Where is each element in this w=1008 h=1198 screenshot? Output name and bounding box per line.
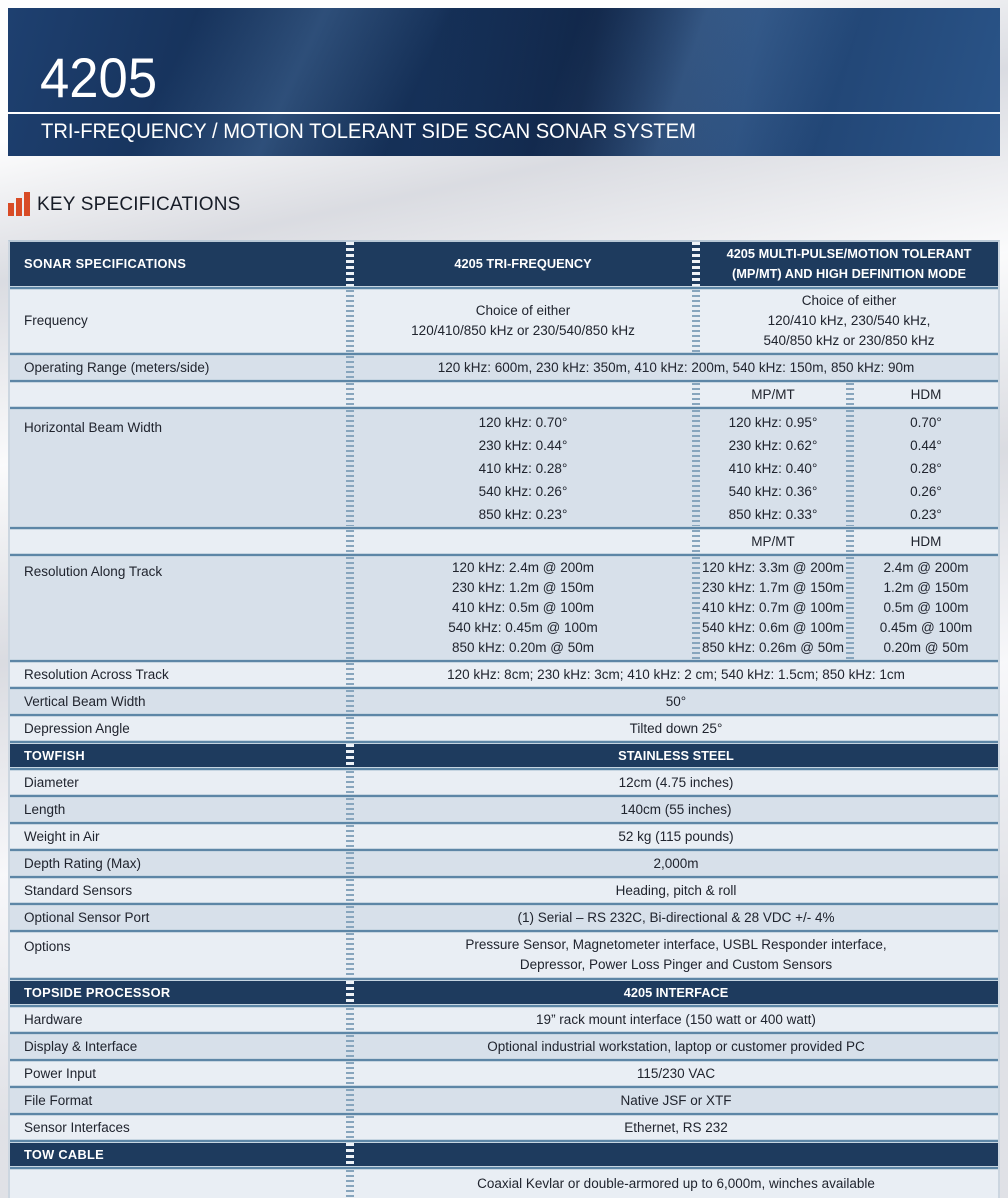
row-label: Operating Range (meters/side)	[24, 359, 210, 375]
res-along-hdm-values: 2.4m @ 200m 1.2m @ 150m 0.5m @ 100m 0.45m @ 100m 0.20m @ 50m	[879, 560, 973, 655]
row-label: Sensor Interfaces	[24, 1119, 130, 1135]
row-value: 50°	[665, 693, 687, 709]
product-model-title: 4205	[40, 46, 158, 109]
row-label: Weight in Air	[24, 828, 100, 844]
row-vertical-beam-width	[10, 690, 998, 713]
column-separator	[346, 825, 354, 848]
column-separator	[692, 290, 700, 352]
row-value: 115/230 VAC	[636, 1065, 716, 1081]
row-options	[10, 933, 998, 977]
row-power-input	[10, 1062, 998, 1085]
beam-width-mpmt-values: 120 kHz: 0.95° 230 kHz: 0.62° 410 kHz: 0.40° 540 kHz: 0.36° 850 kHz: 0.33°	[728, 414, 818, 522]
row-depth-rating	[10, 852, 998, 875]
row-display-interface	[10, 1035, 998, 1058]
row-length	[10, 798, 998, 821]
row-label: Optional Sensor Port	[24, 909, 150, 925]
column-separator	[692, 530, 700, 553]
row-value: Native JSF or XTF	[620, 1092, 732, 1108]
row-label: Display & Interface	[24, 1038, 138, 1054]
column-separator	[346, 1035, 354, 1058]
row-value: Pressure Sensor, Magnetometer interface, USBL Responder interface, Depressor, Power Loss Pinger and Custom Sensors	[465, 937, 887, 972]
row-label: Power Input	[24, 1065, 97, 1081]
row-operating-range	[10, 356, 998, 379]
row-hardware	[10, 1008, 998, 1031]
row-resolution-along-track	[10, 557, 998, 659]
row-value: 120 kHz: 600m, 230 kHz: 350m, 410 kHz: 200m, 540 kHz: 150m, 850 kHz: 90m	[437, 359, 915, 375]
column-separator	[346, 798, 354, 821]
column-separator	[346, 1089, 354, 1112]
hero-banner	[8, 8, 1000, 156]
header-sonar-specifications: SONAR SPECIFICATIONS	[24, 256, 187, 271]
column-separator	[346, 744, 354, 767]
row-label: Resolution Along Track	[24, 564, 163, 579]
column-separator	[346, 557, 354, 659]
row-value: 19” rack mount interface (150 watt or 400 watt)	[536, 1011, 816, 1027]
section-header-topside-processor	[10, 981, 998, 1004]
section-header-towfish	[10, 744, 998, 767]
column-separator	[346, 383, 354, 406]
header-multi-pulse: 4205 MULTI-PULSE/MOTION TOLERANT (MP/MT) AND HIGH DEFINITION MODE	[726, 246, 972, 281]
row-label: Hardware	[24, 1011, 83, 1027]
subheader-hdm: HDM	[910, 386, 942, 402]
column-separator	[346, 690, 354, 713]
column-separator	[346, 1170, 354, 1198]
row-value: 52 kg (115 pounds)	[618, 828, 734, 844]
column-separator	[346, 1008, 354, 1031]
column-separator	[346, 717, 354, 740]
column-separator	[846, 383, 854, 406]
bar-chart-icon	[8, 192, 32, 216]
subheader-hdm: HDM	[910, 533, 942, 549]
column-separator	[346, 410, 354, 526]
row-label: Options	[24, 939, 71, 954]
section-value	[354, 1143, 998, 1166]
row-resolution-across-track	[10, 663, 998, 686]
beam-width-tri-values: 120 kHz: 0.70° 230 kHz: 0.44° 410 kHz: 0.28° 540 kHz: 0.26° 850 kHz: 0.23°	[478, 414, 568, 522]
row-optional-sensor-port	[10, 906, 998, 929]
column-separator	[346, 771, 354, 794]
row-value: 120 kHz: 8cm; 230 kHz: 3cm; 410 kHz: 2 cm; 540 kHz: 1.5cm; 850 kHz: 1cm	[447, 666, 905, 682]
section-header-tow-cable	[10, 1143, 998, 1166]
row-weight-in-air	[10, 825, 998, 848]
res-along-tri-values: 120 kHz: 2.4m @ 200m 230 kHz: 1.2m @ 150m 410 kHz: 0.5m @ 100m 540 kHz: 0.45m @ 100m 850 kHz: 0.20m @ 50m	[448, 560, 598, 655]
column-separator	[846, 410, 854, 526]
column-separator	[846, 557, 854, 659]
banner-divider-line	[8, 112, 1000, 114]
row-sensor-interfaces	[10, 1116, 998, 1139]
row-tow-cable-value	[10, 1170, 998, 1198]
column-separator	[346, 663, 354, 686]
row-label: Frequency	[24, 313, 88, 328]
table-header-row	[10, 242, 998, 286]
frequency-mp-value: Choice of either 120/410 kHz, 230/540 kHz, 540/850 kHz or 230/850 kHz	[763, 293, 935, 348]
row-horizontal-beam-width	[10, 410, 998, 526]
product-subtitle: TRI-FREQUENCY / MOTION TOLERANT SIDE SCAN SONAR SYSTEM	[41, 120, 696, 143]
row-label: Resolution Across Track	[24, 666, 169, 682]
res-along-mpmt-values: 120 kHz: 3.3m @ 200m 230 kHz: 1.7m @ 150m 410 kHz: 0.7m @ 100m 540 kHz: 0.6m @ 100m 850 kHz: 0.26m @ 50m	[701, 560, 844, 655]
row-value: 2,000m	[653, 855, 699, 871]
column-separator	[346, 879, 354, 902]
subheader-row-1	[10, 383, 998, 406]
column-separator	[346, 1116, 354, 1139]
row-value: (1) Serial – RS 232C, Bi-directional & 28 VDC +/- 4%	[517, 909, 835, 925]
row-label: Standard Sensors	[24, 882, 133, 898]
key-specifications-label: KEY SPECIFICATIONS	[37, 194, 241, 215]
column-separator	[346, 906, 354, 929]
column-separator	[692, 242, 700, 286]
column-separator	[346, 1143, 354, 1166]
column-separator	[692, 383, 700, 406]
column-separator	[346, 933, 354, 977]
row-label: Horizontal Beam Width	[24, 420, 163, 435]
row-label: Depression Angle	[24, 720, 130, 736]
section-label: TOWFISH	[24, 747, 85, 763]
row-value: Coaxial Kevlar or double-armored up to 6,000m, winches available	[477, 1176, 875, 1191]
row-value: Ethernet, RS 232	[624, 1119, 728, 1135]
row-frequency	[10, 290, 998, 352]
row-label: File Format	[24, 1092, 93, 1108]
key-specifications-heading	[8, 192, 241, 216]
section-label: TOPSIDE PROCESSOR	[24, 984, 171, 1000]
column-separator	[846, 530, 854, 553]
row-label: Diameter	[24, 774, 79, 790]
section-value: 4205 INTERFACE	[623, 984, 729, 1000]
row-value: 12cm (4.75 inches)	[618, 774, 734, 790]
row-value: Tilted down 25°	[629, 720, 723, 736]
subheader-row-2	[10, 530, 998, 553]
row-value: 140cm (55 inches)	[620, 801, 732, 817]
row-diameter	[10, 771, 998, 794]
frequency-tri-value: Choice of either 120/410/850 kHz or 230/540/850 kHz	[411, 303, 635, 338]
column-separator	[346, 852, 354, 875]
header-tri-frequency: 4205 TRI-FREQUENCY	[454, 256, 592, 271]
row-label: Depth Rating (Max)	[24, 855, 142, 871]
column-separator	[692, 557, 700, 659]
row-label: Vertical Beam Width	[24, 693, 146, 709]
row-depression-angle	[10, 717, 998, 740]
column-separator	[692, 410, 700, 526]
beam-width-hdm-values: 0.70° 0.44° 0.28° 0.26° 0.23°	[910, 414, 942, 522]
column-separator	[346, 356, 354, 379]
column-separator	[346, 530, 354, 553]
section-label: TOW CABLE	[24, 1146, 104, 1162]
row-file-format	[10, 1089, 998, 1112]
column-separator	[346, 242, 354, 286]
subheader-mpmt: MP/MT	[751, 533, 795, 549]
section-value: STAINLESS STEEL	[618, 747, 734, 763]
row-label: Length	[24, 801, 66, 817]
row-value: Optional industrial workstation, laptop or customer provided PC	[487, 1038, 865, 1054]
column-separator	[346, 1062, 354, 1085]
row-value: Heading, pitch & roll	[615, 882, 737, 898]
specifications-table	[8, 240, 1000, 1198]
column-separator	[346, 981, 354, 1004]
column-separator	[346, 290, 354, 352]
subheader-mpmt: MP/MT	[751, 386, 795, 402]
row-standard-sensors	[10, 879, 998, 902]
